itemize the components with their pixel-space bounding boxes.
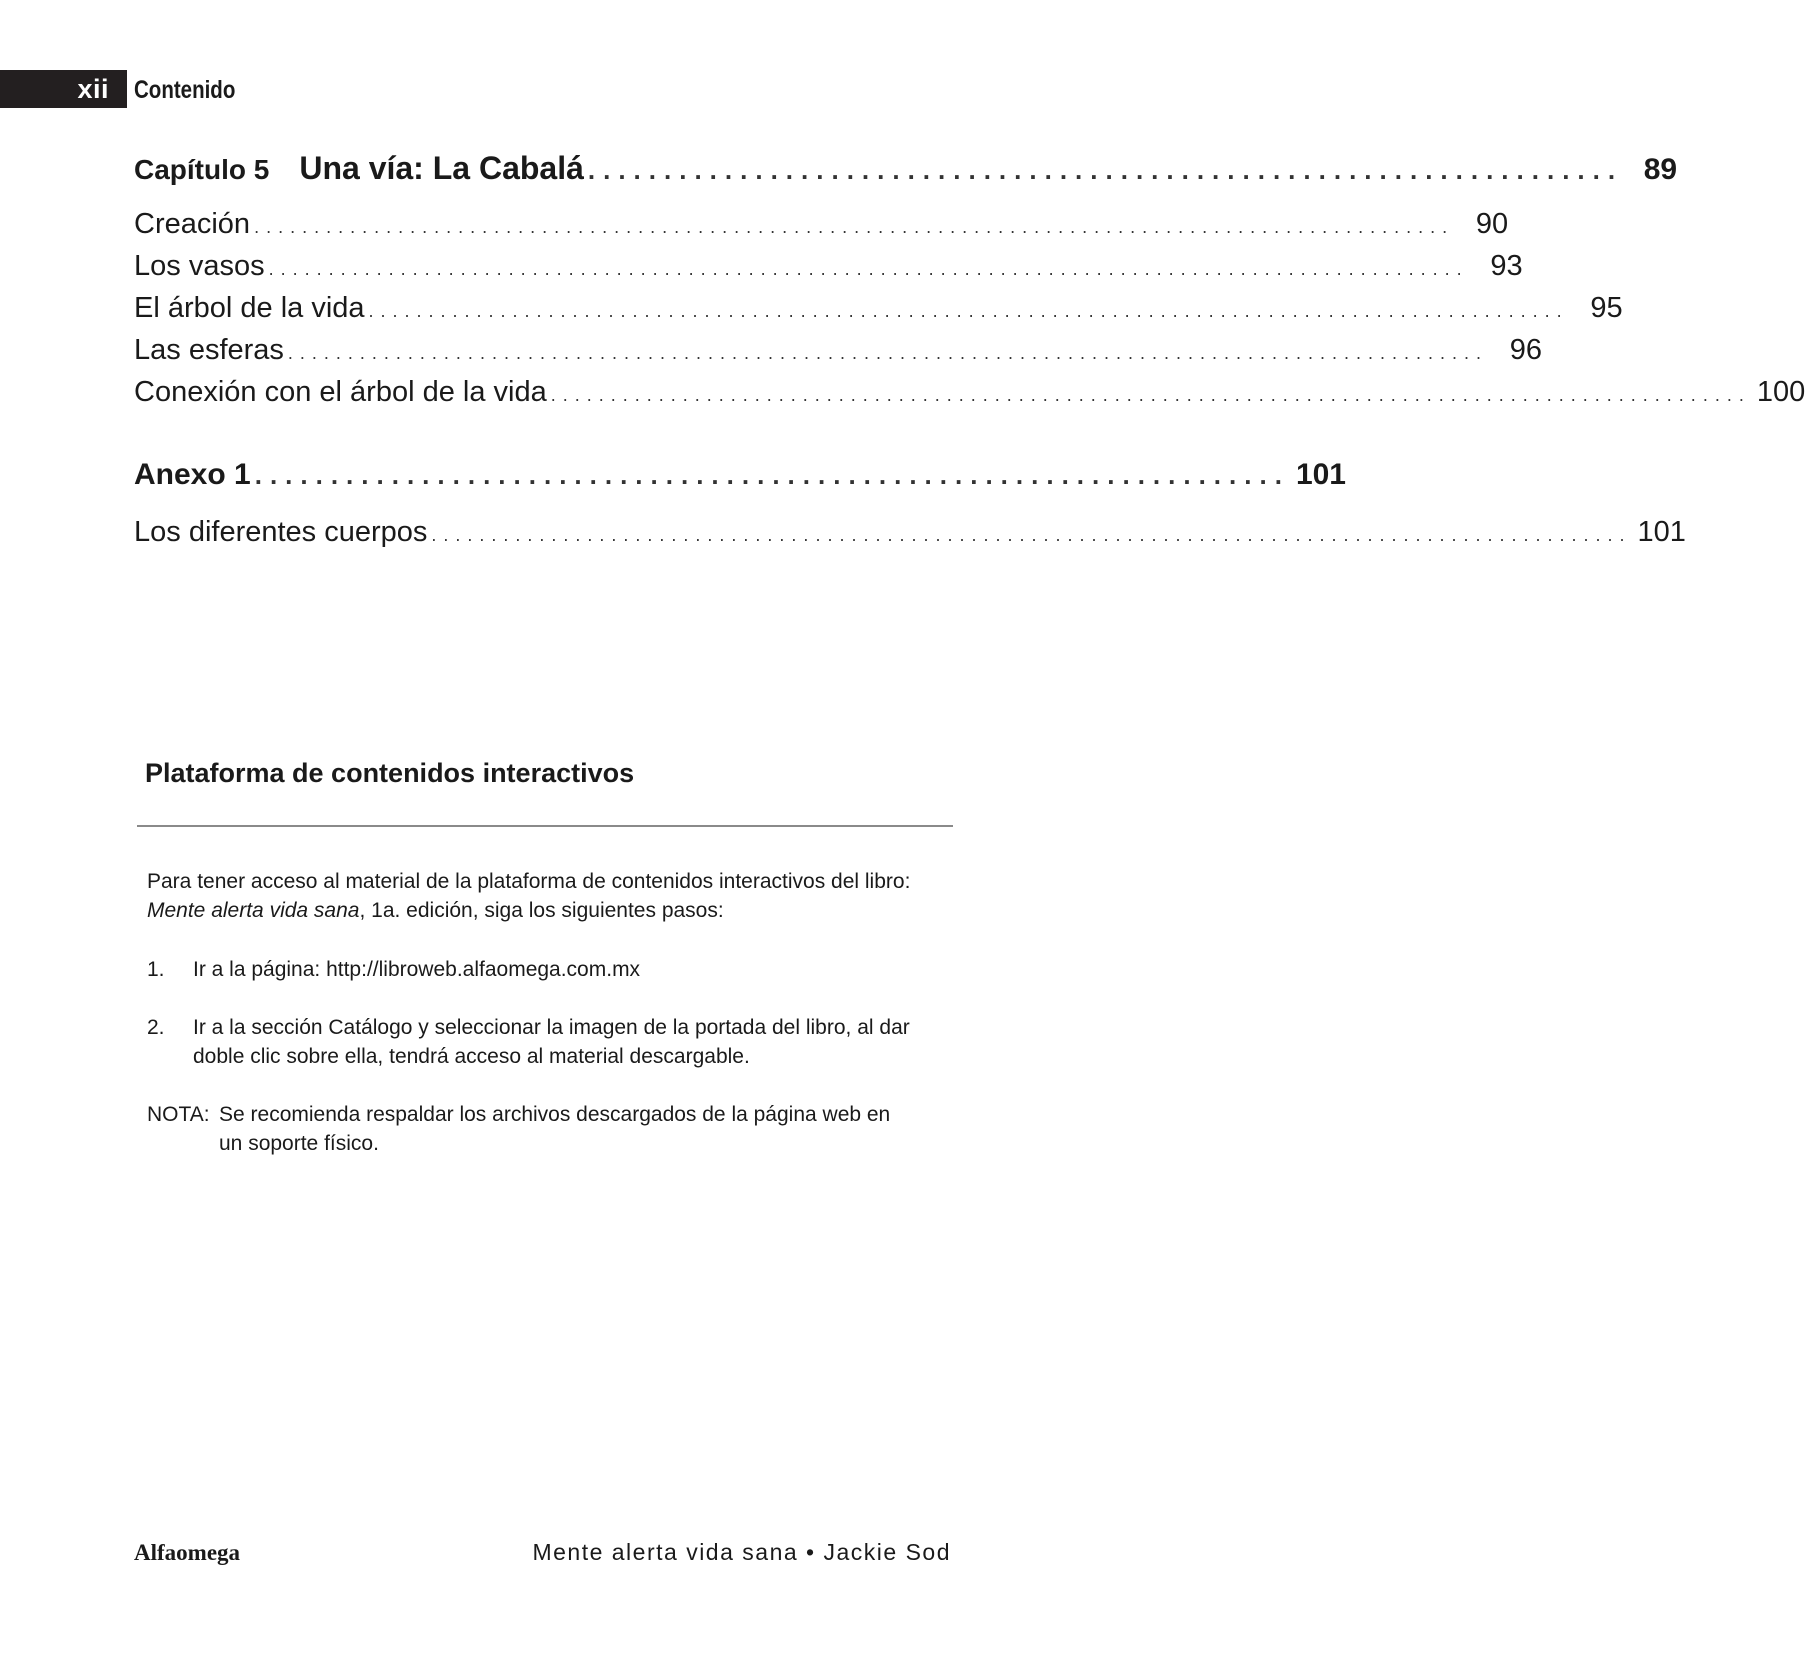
- annex-title: Anexo 1: [134, 458, 251, 491]
- entry-title: Las esferas: [134, 334, 284, 366]
- book-and-author: Mente alerta vida sana • Jackie Sod: [532, 1539, 951, 1565]
- dot-leader: ....................................................................: [587, 155, 1624, 185]
- toc-entry[interactable]: [134, 516, 1686, 549]
- entry-title: Conexión con el árbol de la vida: [134, 376, 547, 408]
- entry-title: Los diferentes cuerpos: [134, 516, 428, 548]
- toc-entry[interactable]: [134, 334, 1543, 367]
- page-number: xii: [77, 73, 109, 104]
- platform-intro: Para tener acceso al material de la plataforma de contenidos interactivos del libro: Mente alerta vida sana, 1a. edición, siga los siguientes pasos:: [147, 870, 911, 922]
- step-text: Ir a la página: http://libroweb.alfaomega.com.mx: [193, 958, 641, 981]
- dot-leader: ....................................................................................................: [431, 525, 1632, 545]
- note-text: Se recomienda respaldar los archivos descargados de la página web en un soporte físico.: [219, 1103, 891, 1155]
- dot-leader: ....................................................................................................: [254, 217, 1455, 237]
- book-title: Mente alerta vida sana: [147, 899, 360, 922]
- dot-leader: ....................................................................................................: [368, 301, 1569, 321]
- page-number-tab: [0, 70, 127, 108]
- publisher-name: Alfaomega: [134, 1540, 241, 1565]
- chapter-page: 89: [1643, 153, 1678, 186]
- entry-title: El árbol de la vida: [134, 292, 365, 324]
- entry-page: 93: [1490, 250, 1523, 282]
- running-head: Contenido: [134, 75, 236, 104]
- entry-page: 101: [1637, 516, 1686, 548]
- step-number: 2.: [147, 1016, 165, 1039]
- dot-leader: ....................................................................................................: [287, 343, 1489, 363]
- entry-page: 96: [1509, 334, 1543, 366]
- note-label: NOTA:: [147, 1103, 210, 1126]
- toc-entry[interactable]: [134, 208, 1509, 241]
- toc-entry[interactable]: [134, 376, 1805, 409]
- divider: [137, 825, 953, 827]
- entry-title: Creación: [134, 208, 251, 240]
- platform-heading: Plataforma de contenidos interactivos: [145, 758, 635, 788]
- chapter-label: Capítulo 5: [134, 154, 270, 185]
- step-number: 1.: [147, 958, 165, 981]
- entry-title: Los vasos: [134, 250, 265, 282]
- toc-chapter-5[interactable]: [134, 150, 1678, 187]
- entry-page: 100: [1756, 376, 1805, 408]
- toc-entry[interactable]: [134, 250, 1523, 283]
- entry-page: 95: [1590, 292, 1623, 324]
- step-text: Ir a la sección Catálogo y seleccionar la imagen de la portada del libro, al dar doble clic sobre ella, tendrá acceso al material descargable.: [193, 1016, 910, 1068]
- chapter-title: Una vía: La Cabalá: [299, 150, 584, 186]
- dot-leader: ....................................................................: [254, 460, 1290, 490]
- entry-page: 90: [1475, 208, 1509, 240]
- toc-annex-1[interactable]: [134, 458, 1346, 492]
- annex-page: 101: [1295, 458, 1346, 491]
- dot-leader: ....................................................................................................: [550, 385, 1751, 405]
- toc-entry[interactable]: [134, 292, 1623, 325]
- dot-leader: ....................................................................................................: [268, 259, 1469, 279]
